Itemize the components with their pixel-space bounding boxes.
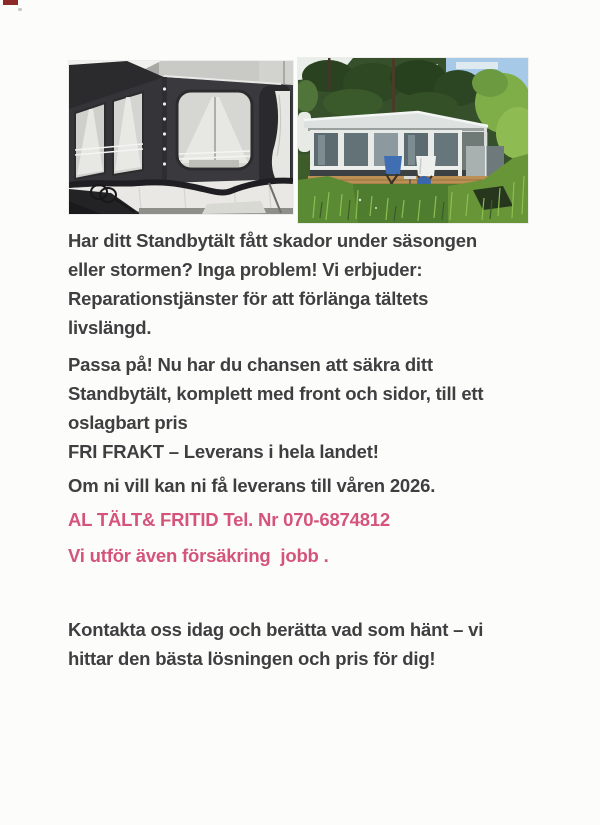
scan-speck bbox=[18, 8, 22, 11]
caravan-deck-photo bbox=[298, 58, 528, 223]
text-line: oslagbart pris bbox=[68, 412, 188, 433]
text-line: Standbytält, komplett med front och sidor, till ett bbox=[68, 383, 484, 404]
paragraph-free-shipping bbox=[68, 437, 379, 466]
text-line: FRI FRAKT – Leverans i hela landet! bbox=[68, 441, 379, 462]
text-line: eller stormen? Inga problem! Vi erbjuder: bbox=[68, 259, 423, 280]
contact-insurance-note bbox=[68, 541, 329, 570]
paragraph-closing bbox=[68, 615, 483, 673]
paragraph-offer bbox=[68, 350, 483, 437]
contact-company-phone bbox=[68, 505, 390, 534]
text-line: Passa på! Nu har du chansen att säkra ditt bbox=[68, 354, 433, 375]
red-scan-mark bbox=[3, 0, 18, 5]
text-line: Vi utför även försäkring jobb . bbox=[68, 545, 329, 566]
paragraph-damage-intro bbox=[68, 226, 477, 342]
text-line: Kontakta oss idag och berätta vad som hänt – vi bbox=[68, 619, 484, 640]
text-line: Om ni vill kan ni få leverans till våren 2026. bbox=[68, 475, 436, 496]
text-line: livslängd. bbox=[68, 317, 152, 338]
text-line: Reparationstjänster för att förlänga tältets bbox=[68, 288, 429, 309]
text-line: Har ditt Standbytält fått skador under säsongen bbox=[68, 230, 477, 251]
tent-awning-photo bbox=[69, 61, 293, 214]
text-line: hittar den bästa lösningen och pris för dig! bbox=[68, 648, 436, 669]
paragraph-delivery bbox=[68, 471, 435, 500]
text-line: AL TÄLT& FRITID Tel. Nr 070-6874812 bbox=[68, 509, 390, 530]
